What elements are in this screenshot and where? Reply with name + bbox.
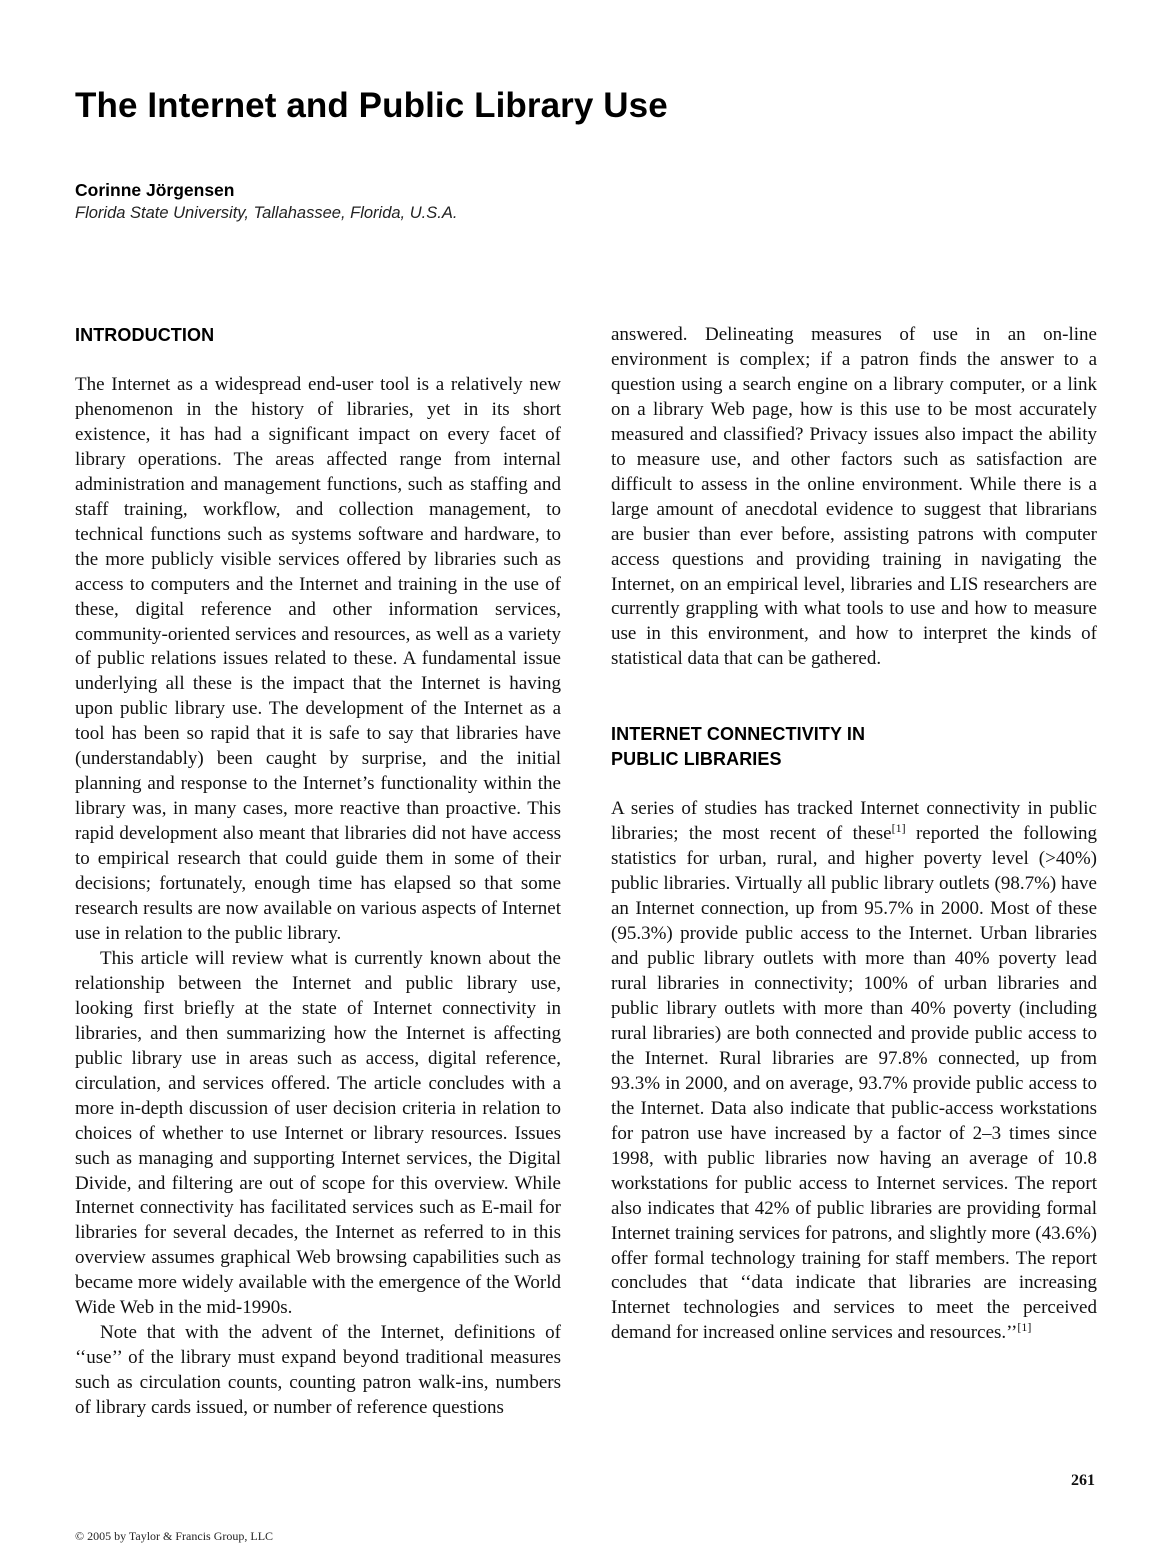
section-heading-introduction: INTRODUCTION bbox=[75, 325, 215, 345]
author-name: Corinne Jörgensen bbox=[75, 180, 235, 200]
article-title: The Internet and Public Library Use bbox=[75, 86, 668, 125]
intro-paragraph-3: Note that with the advent of the Internet, definitions of ‘‘use’’ of the library must expand beyond traditional measures such as circulation counts, counting patron walk-ins, numbers of library cards issued, or number of reference questions bbox=[75, 1322, 561, 1419]
intro-paragraph-3-continued: answered. Delineating measures of use in an on-line environment is complex; if a patron finds the answer to a question using a search engine on a library computer, or a link on a library Web page, how is this use to be most accurately measured and classified? Privacy issues also impact the ability to measure use, and other factors such as satisfaction are difficult to assess in the online environment. While there is a large amount of anecdotal evidence to suggest that librarians are busier than ever before, assisting patrons with computer access questions and providing training in navigating the Internet, on an empirical level, libraries and LIS researchers are currently grappling with what tools to use and how to measure use in this environment, and how to interpret the kinds of statistical data that can be gathered. bbox=[611, 324, 1097, 670]
connectivity-paragraph-1 bbox=[611, 797, 1097, 1346]
author-affiliation: Florida State University, Tallahassee, Florida, U.S.A. bbox=[75, 204, 458, 222]
connectivity-text-b: reported the following statistics for urban, rural, and higher poverty level (>40%) public libraries. Virtually all public library outlets (98.7%) have an Internet connection, up from 95.7% in 2000. Most of these (95.3%) provide public access to the Internet. Urban libraries and public library outlets with more than 40% poverty lead rural libraries in connectivity; 100% of urban libraries and public library outlets with more than 40% poverty (including rural libraries) are both connected and provide public access to the Internet. Rural libraries are 97.8% connected, up from 93.3% in 2000, and on average, 93.7% provide public access to the Internet. Data also indicate that public-access workstations for patron use have increased by a factor of 2–3 times since 1998, with public libraries now having an average of 10.8 workstations for public access to Internet services. The report also indicates that 42% of public libraries are providing formal Internet training services for patrons, and slightly more (43.6%) offer formal technology training for staff members. The report concludes that ‘‘data indicate that libraries are increasing Internet technologies and services to meet the perceived demand for increased online services and resources.’’ bbox=[611, 823, 1097, 1344]
intro-paragraph-1: The Internet as a widespread end-user tool is a relatively new phenomenon in the history of libraries, yet in its short existence, it has had a significant impact on every facet of library operations. The areas affected range from internal administration and management functions, such as staffing and staff training, workflow, and collection management, to technical functions such as systems software and hardware, to the more publicly visible services offered by libraries such as access to computers and the Internet and training in the use of these, digital reference and other information services, community-oriented services and resources, as well as a variety of public relations issues related to these. A fundamental issue underlying all these is the impact that the Internet is having upon public library use. The development of the Internet as a tool has been so rapid that it is safe to say that libraries have (understandably) been caught by surprise, and the initial planning and response to the Internet’s functionality within the library was, in many cases, more reactive than proactive. This rapid development also meant that libraries did not have access to empirical research that could guide them in some of their decisions; fortunately, enough time has elapsed so that some research results are now available on various aspects of Internet use in relation to the public library. bbox=[75, 374, 561, 944]
citation-ref: [1] bbox=[891, 821, 906, 836]
citation-ref-end: [1] bbox=[1017, 1320, 1032, 1335]
section-heading-line-2: PUBLIC LIBRARIES bbox=[611, 749, 782, 770]
copyright-notice: © 2005 by Taylor & Francis Group, LLC bbox=[75, 1529, 274, 1543]
section-heading-line-1: INTERNET CONNECTIVITY IN bbox=[611, 724, 866, 745]
connectivity-text-a: A series of studies has tracked Internet connectivity in public libraries; the most recent of these bbox=[611, 798, 1097, 845]
page-number: 261 bbox=[1071, 1472, 1095, 1489]
section-heading-connectivity bbox=[611, 722, 1097, 772]
left-column bbox=[75, 323, 561, 1421]
right-column bbox=[611, 323, 1097, 1346]
intro-paragraph-2: This article will review what is currently known about the relationship between the Internet and public library use, looking first briefly at the state of Internet connectivity in libraries, and then summarizing how the Internet is affecting public library use in areas such as access, digital reference, circulation, and services offered. The article concludes with a more in-depth discussion of user decision criteria in relation to choices of whether to use Internet or library resources. Issues such as managing and supporting Internet services, the Digital Divide, and filtering are out of scope for this overview. While Internet connectivity has facilitated services such as E-mail for libraries for several decades, the Internet as referred to in this overview assumes graphical Web browsing capabilities such as became more widely available with the emergence of the World Wide Web in the mid-1990s. bbox=[75, 947, 561, 1319]
